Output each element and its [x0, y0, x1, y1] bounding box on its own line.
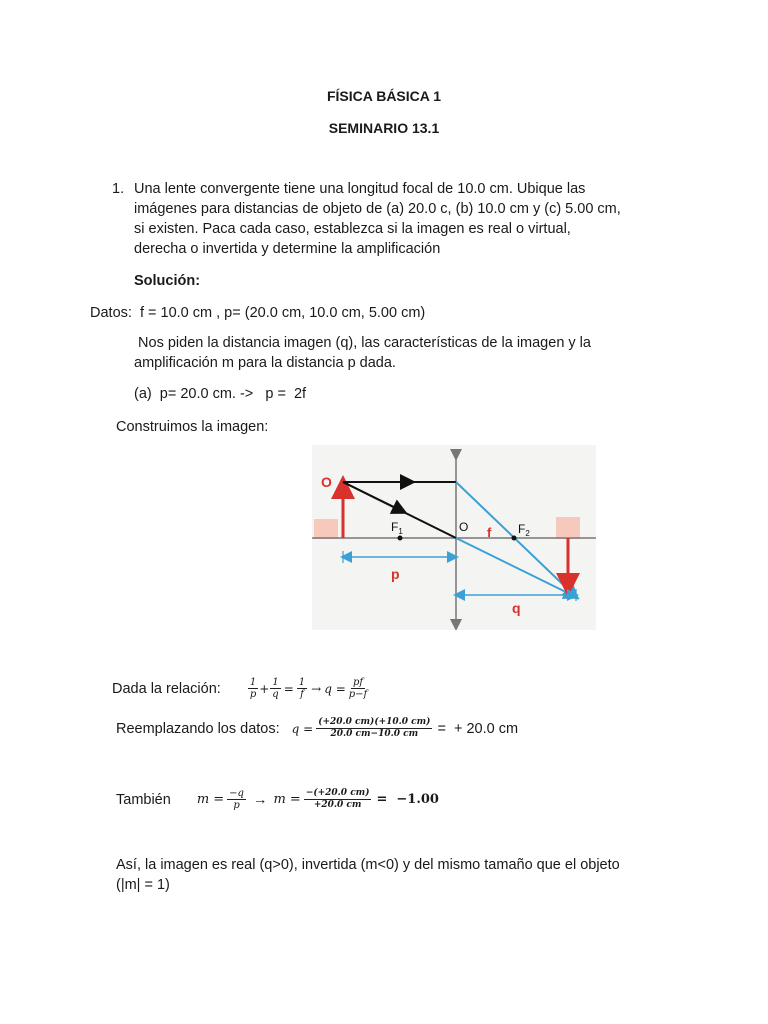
problem-number: 1.: [112, 181, 125, 197]
solution-label: Solución:: [134, 273, 201, 289]
m-result: = −1.00: [376, 791, 439, 807]
f-label: f: [487, 525, 492, 540]
m-equals: m =: [196, 791, 225, 807]
q-label: q: [512, 600, 521, 616]
construct-label: Construimos la imagen:: [116, 419, 269, 435]
focal-label-1: $F_1$: [391, 520, 403, 536]
conclusion-line-2: (|m| = 1): [116, 877, 170, 893]
frac-den: p−f: [348, 689, 368, 700]
request-line-2: amplificación m para la distancia p dada.: [134, 355, 396, 371]
ray-diagram: [312, 445, 596, 630]
tambien-label: También: [116, 791, 171, 808]
relation-label: Dada la relación:: [112, 680, 221, 697]
focal-label-2: $F_2$: [518, 522, 530, 538]
problem-line-1: Una lente convergente tiene una longitud focal de 10.0 cm. Ubique las: [134, 181, 586, 197]
lens-center-label: O: [459, 520, 469, 534]
conclusion-line-1: Así, la imagen es real (q>0), invertida (m<0) y del mismo tamaño que el objeto: [116, 857, 620, 873]
object-label: O: [321, 474, 332, 490]
relation-line: [112, 677, 370, 700]
p-label: p: [391, 566, 400, 582]
plus-sign: +: [259, 681, 270, 696]
request-line-1: Nos piden la distancia imagen (q), las características de la imagen y la: [134, 335, 591, 351]
document-subtitle: SEMINARIO 13.1: [328, 120, 440, 136]
given-data: Datos: f = 10.0 cm , p= (20.0 cm, 10.0 cm, 5.00 cm): [90, 305, 426, 321]
peach-box-left: [314, 519, 338, 539]
frac-den: +20.0 cm: [313, 800, 362, 810]
case-a: (a) p= 20.0 cm. -> p = 2f: [134, 386, 307, 402]
frac-den: q: [272, 689, 279, 700]
frac-num: pf: [352, 677, 364, 688]
problem-line-3: si existen. Paca cada caso, establezca si la imagen es real o virtual,: [134, 221, 571, 237]
problem-statement: [134, 179, 734, 259]
magnification-line: [116, 788, 439, 811]
document-title: FÍSICA BÁSICA 1: [326, 88, 442, 104]
m-fraction-2: [304, 788, 372, 811]
arrow-icon: →: [252, 791, 268, 808]
q-result: = + 20.0 cm: [437, 720, 519, 737]
equals-sign: =: [283, 681, 294, 696]
frac-den: p: [249, 689, 257, 700]
frac-num: −(+20.0 cm): [305, 788, 370, 798]
q-equals: q =: [324, 681, 346, 696]
replace-label: Reemplazando los datos:: [116, 720, 280, 737]
lens-equation: [247, 677, 370, 700]
focal-point-1: [398, 536, 403, 541]
conclusion: [116, 855, 736, 895]
frac-num: (+20.0 cm)(+10.0 cm): [318, 717, 431, 727]
q-equals: q =: [291, 721, 314, 736]
frac-num: 1: [249, 677, 257, 688]
frac-num: 1: [298, 677, 306, 688]
frac-den: 20.0 cm−10.0 cm: [330, 729, 419, 739]
peach-box-right: [556, 517, 580, 539]
frac-num: −q: [229, 788, 244, 799]
arrow-icon: →: [311, 681, 322, 696]
frac-den: p: [233, 800, 240, 811]
problem-line-4: derecha o invertida y determine la amplificación: [134, 241, 441, 257]
q-fraction: [316, 717, 432, 740]
m-fraction-1: [227, 788, 246, 811]
replace-line: [116, 717, 518, 740]
m-equals-2: m =: [273, 791, 301, 807]
problem-line-2: imágenes para distancias de objeto de (a) 20.0 c, (b) 10.0 cm y (c) 5.00 cm,: [134, 201, 621, 217]
focal-point-2: [512, 536, 517, 541]
frac-den: f: [300, 689, 304, 700]
frac-num: 1: [272, 677, 279, 688]
